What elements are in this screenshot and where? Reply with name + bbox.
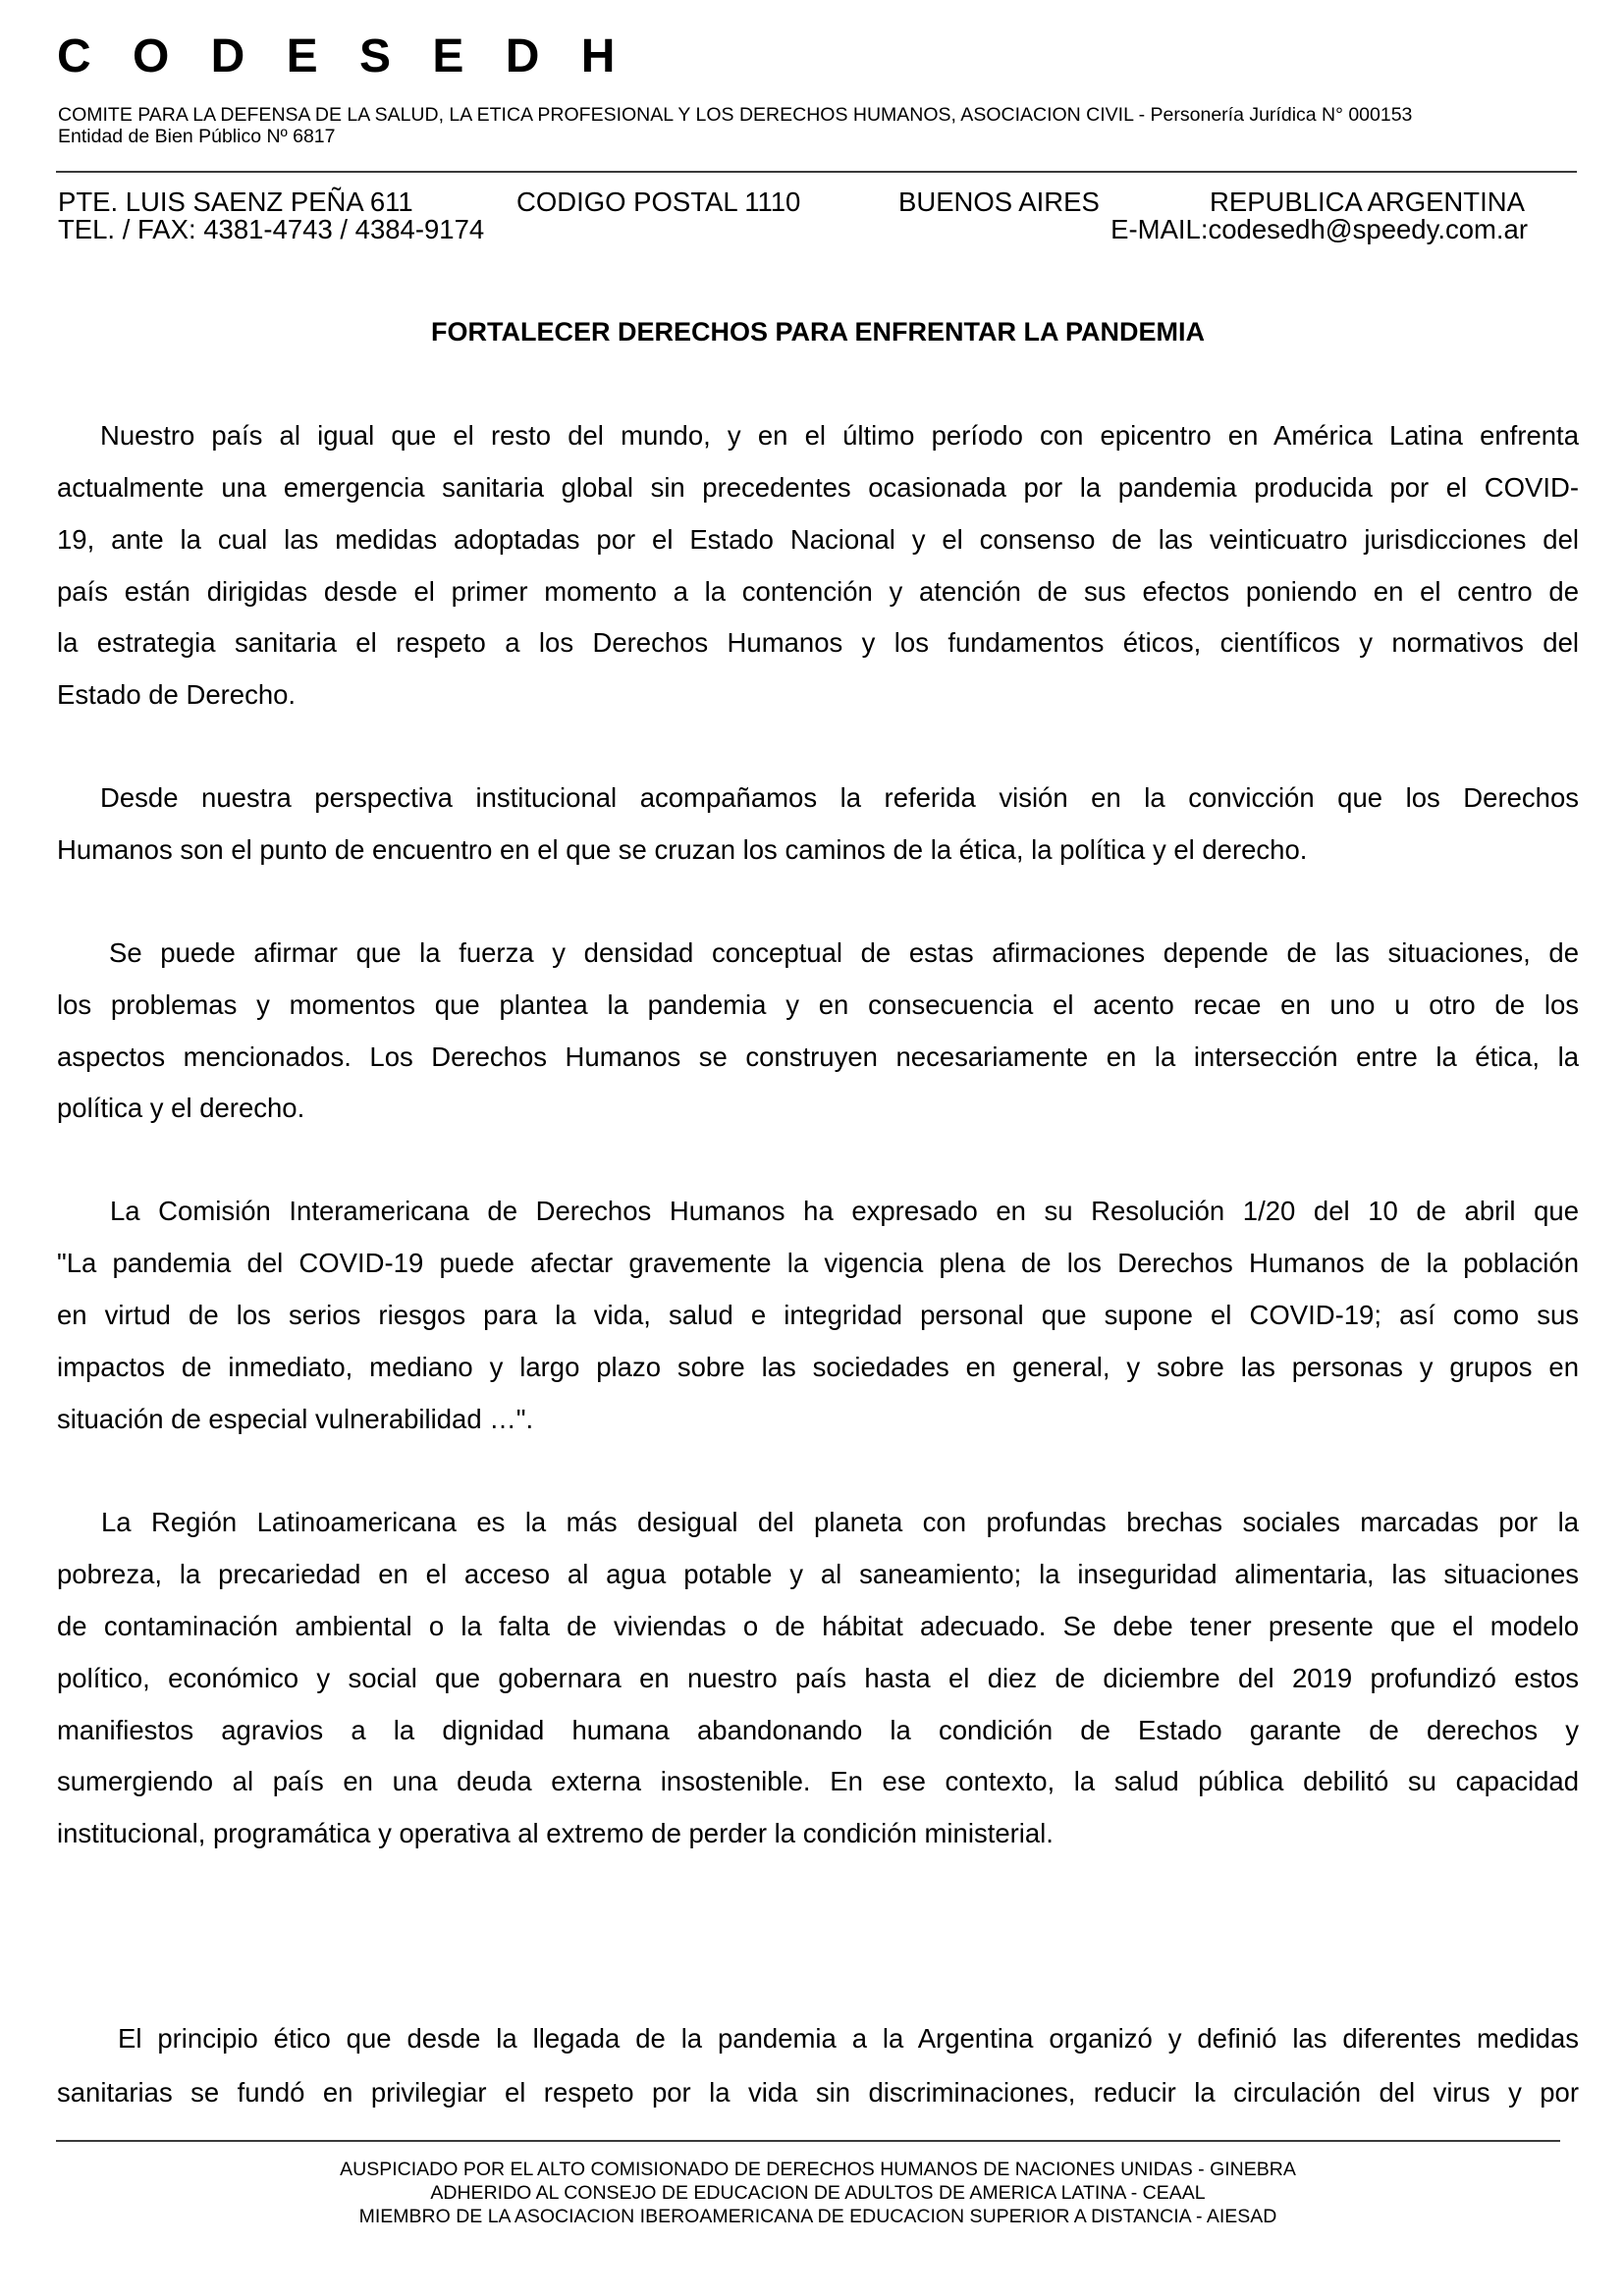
email-address: E-MAIL:codesedh@speedy.com.ar	[1110, 214, 1528, 244]
organization-name: C O D E S E D H	[57, 30, 629, 82]
postal-code: CODIGO POSTAL 1110	[516, 187, 801, 217]
phone-fax: TEL. / FAX: 4381-4743 / 4384-9174	[58, 214, 485, 244]
registration-number: Entidad de Bien Público Nº 6817	[58, 126, 336, 147]
city: BUENOS AIRES	[898, 187, 1100, 217]
paragraph-line: Desde nuestra perspectiva institucional acompañamos la referida visión en la convicción que los Derechos	[100, 782, 1579, 813]
document-title: FORTALECER DERECHOS PARA ENFRENTAR LA PANDEMIA	[431, 317, 1205, 347]
street-address: PTE. LUIS SAENZ PEÑA 611	[58, 187, 413, 217]
paragraph-line: 19, ante la cual las medidas adoptadas por el Estado Nacional y el consenso de las veinticuatro jurisdicciones del	[57, 524, 1579, 555]
paragraph-line: Se puede afirmar que la fuerza y densidad conceptual de estas afirmaciones depende de las situaciones, de	[109, 937, 1579, 968]
paragraph-line: sumergiendo al país en una deuda externa insostenible. En ese contexto, la salud pública debilitó su capacidad	[57, 1766, 1579, 1796]
header-divider	[56, 171, 1577, 173]
paragraph-line: Humanos son el punto de encuentro en el que se cruzan los caminos de la ética, la política y el derecho.	[57, 834, 1308, 865]
paragraph-line: impactos de inmediato, mediano y largo plazo sobre las sociedades en general, y sobre las personas y grupos en	[57, 1352, 1579, 1382]
paragraph-line: situación de especial vulnerabilidad …".	[57, 1404, 534, 1434]
paragraph-line: "La pandemia del COVID-19 puede afectar gravemente la vigencia plena de los Derechos Humanos de la población	[57, 1248, 1579, 1278]
paragraph-line: país están dirigidas desde el primer momento a la contención y atención de sus efectos poniendo en el centro de	[57, 576, 1579, 607]
footer-divider	[56, 2140, 1560, 2142]
paragraph-line: aspectos mencionados. Los Derechos Humanos se construyen necesariamente en la intersección entre la ética, la	[57, 1041, 1579, 1072]
footer-membership-aiesad: MIEMBRO DE LA ASOCIACION IBEROAMERICANA DE EDUCACION SUPERIOR A DISTANCIA - AIESAD	[358, 2206, 1277, 2227]
paragraph-line: institucional, programática y operativa al extremo de perder la condición ministerial.	[57, 1818, 1054, 1848]
organization-subtitle: COMITE PARA LA DEFENSA DE LA SALUD, LA ETICA PROFESIONAL Y LOS DERECHOS HUMANOS, ASOCIACION CIVIL - Personería Jurídica N° 000153	[58, 104, 1413, 126]
paragraph-line: política y el derecho.	[57, 1093, 305, 1123]
footer-membership-ceaal: ADHERIDO AL CONSEJO DE EDUCACION DE ADULTOS DE AMERICA LATINA - CEAAL	[430, 2182, 1206, 2204]
paragraph-line: La Región Latinoamericana es la más desigual del planeta con profundas brechas sociales marcadas por la	[101, 1507, 1579, 1537]
paragraph-line: los problemas y momentos que plantea la pandemia y en consecuencia el acento recae en uno u otro de los	[57, 989, 1579, 1020]
paragraph-line: en virtud de los serios riesgos para la vida, salud e integridad personal que supone el COVID-19; así como sus	[57, 1300, 1579, 1330]
paragraph-line: pobreza, la precariedad en el acceso al agua potable y al saneamiento; la inseguridad alimentaria, las situaciones	[57, 1559, 1579, 1589]
paragraph-line: La Comisión Interamericana de Derechos Humanos ha expresado en su Resolución 1/20 del 10 de abril que	[110, 1196, 1579, 1226]
paragraph-line: la estrategia sanitaria el respeto a los Derechos Humanos y los fundamentos éticos, científicos y normativos del	[57, 627, 1579, 658]
paragraph-line: El principio ético que desde la llegada de la pandemia a la Argentina organizó y definió las diferentes medidas	[118, 2023, 1579, 2054]
paragraph-line: político, económico y social que gobernara en nuestro país hasta el diez de diciembre del 2019 profundizó estos	[57, 1663, 1579, 1693]
paragraph-line: actualmente una emergencia sanitaria global sin precedentes ocasionada por la pandemia producida por el COVID-	[57, 472, 1579, 503]
paragraph-line: Nuestro país al igual que el resto del mundo, y en el último período con epicentro en América Latina enfrenta	[100, 420, 1579, 451]
paragraph-line: sanitarias se fundó en privilegiar el respeto por la vida sin discriminaciones, reducir la circulación del virus y por	[57, 2077, 1579, 2108]
footer-sponsor: AUSPICIADO POR EL ALTO COMISIONADO DE DERECHOS HUMANOS DE NACIONES UNIDAS - GINEBRA	[340, 2159, 1296, 2180]
country: REPUBLICA ARGENTINA	[1210, 187, 1525, 217]
paragraph-line: Estado de Derecho.	[57, 679, 297, 710]
paragraph-line: manifiestos agravios a la dignidad humana abandonando la condición de Estado garante de derechos y	[57, 1715, 1579, 1745]
paragraph-line: de contaminación ambiental o la falta de viviendas o de hábitat adecuado. Se debe tener presente que el modelo	[57, 1611, 1579, 1641]
